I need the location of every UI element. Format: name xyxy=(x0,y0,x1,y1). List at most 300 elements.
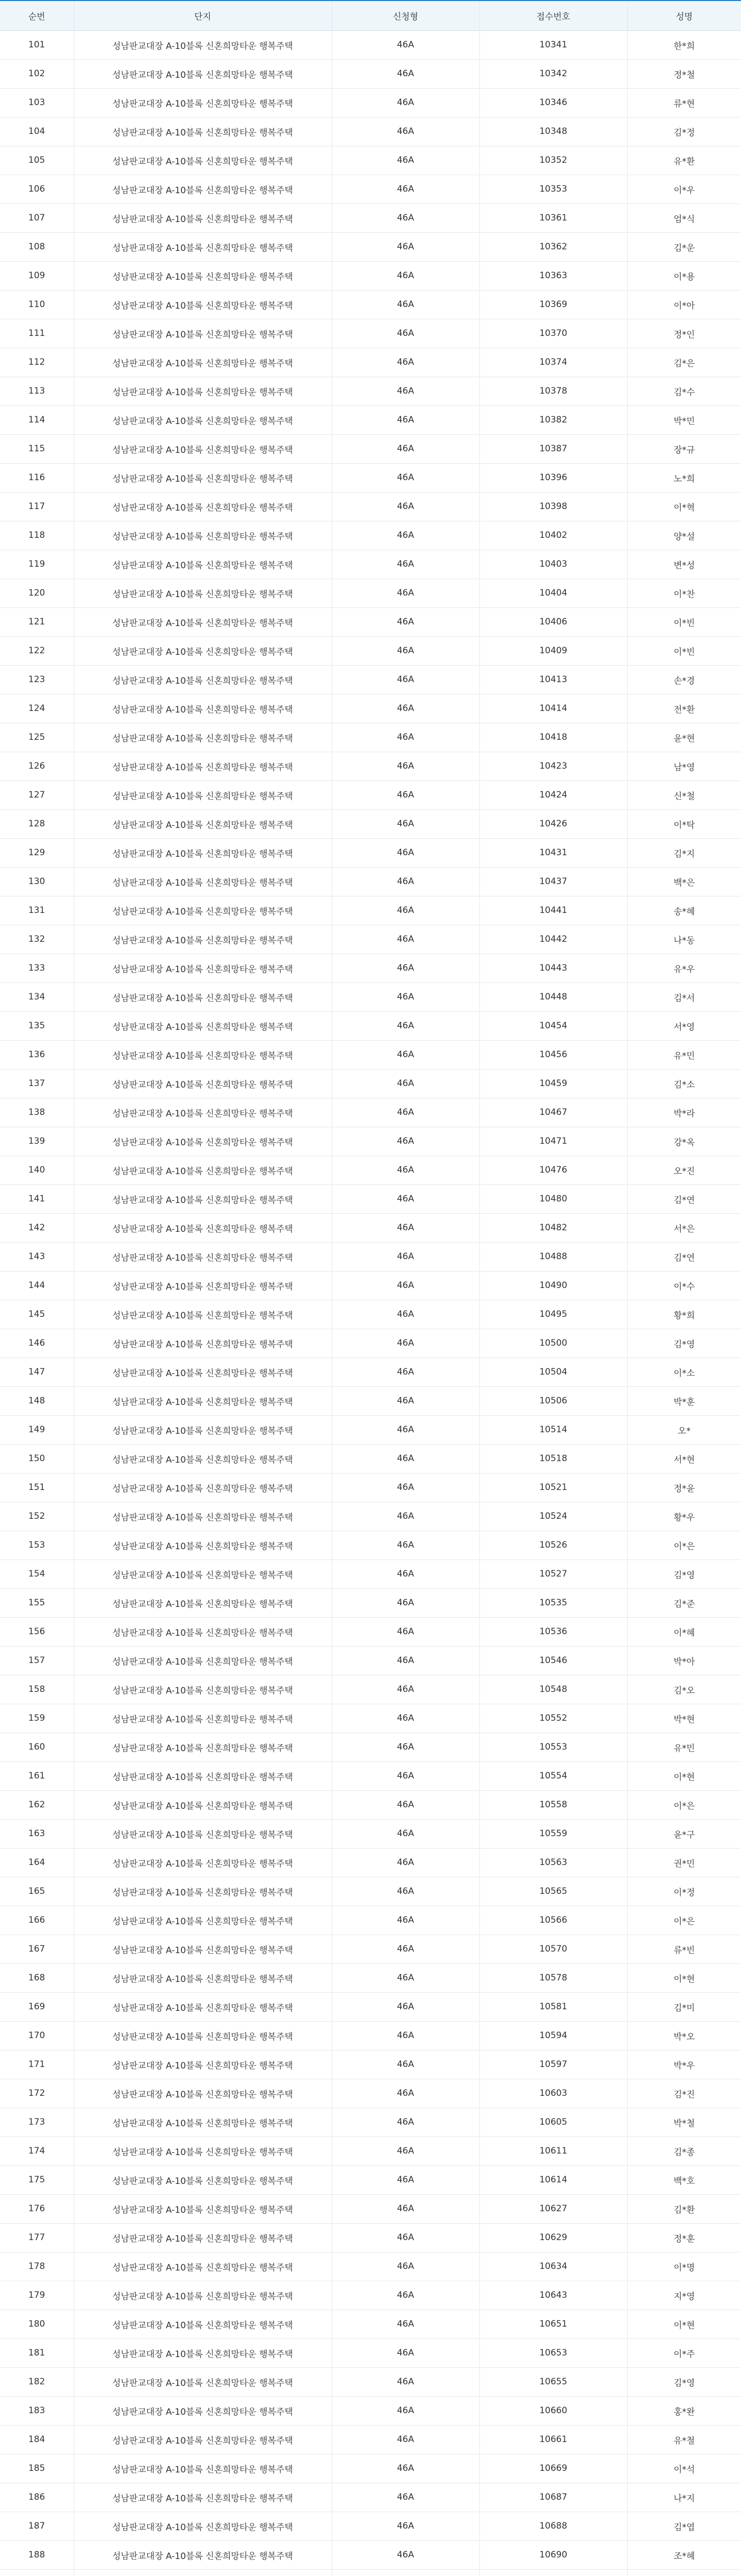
cell-seq: 177 xyxy=(0,2223,74,2252)
cell-type: 46A xyxy=(332,1790,479,1819)
cell-type: 46A xyxy=(332,2252,479,2281)
cell-receipt-no: 10594 xyxy=(479,2021,627,2050)
cell-name: 유*철 xyxy=(627,2425,741,2454)
cell-seq: 109 xyxy=(0,261,74,290)
cell-type: 46A xyxy=(332,550,479,579)
cell-receipt-no: 10353 xyxy=(479,175,627,204)
cell-type: 46A xyxy=(332,2165,479,2194)
cell-name: 이*혁 xyxy=(627,492,741,521)
table-row xyxy=(0,1502,741,1531)
cell-type: 46A xyxy=(332,838,479,867)
cell-receipt-no: 10495 xyxy=(479,1300,627,1329)
cell-receipt-no: 10454 xyxy=(479,1011,627,1040)
cell-complex: 성남판교대장 A-10블록 신혼희망타운 행복주택 xyxy=(74,1127,332,1156)
cell-seq: 123 xyxy=(0,665,74,694)
cell-name: 이*명 xyxy=(627,2252,741,2281)
cell-type: 46A xyxy=(332,290,479,319)
cell-name: 황*희 xyxy=(627,1300,741,1329)
cell-name: 이*용 xyxy=(627,261,741,290)
cell-complex: 성남판교대장 A-10블록 신혼희망타운 행복주택 xyxy=(74,2338,332,2367)
cell-complex: 성남판교대장 A-10블록 신혼희망타운 행복주택 xyxy=(74,1386,332,1415)
cell-complex: 성남판교대장 A-10블록 신혼희망타운 행복주택 xyxy=(74,434,332,463)
table-row xyxy=(0,1935,741,1963)
cell-complex: 성남판교대장 A-10블록 신혼희망타운 행복주택 xyxy=(74,463,332,492)
cell-receipt-no: 10471 xyxy=(479,1127,627,1156)
cell-name: 이*탁 xyxy=(627,809,741,838)
cell-complex: 성남판교대장 A-10블록 신혼희망타운 행복주택 xyxy=(74,550,332,579)
cell-type: 46A xyxy=(332,1040,479,1069)
cell-name: 강*옥 xyxy=(627,1127,741,1156)
table-row xyxy=(0,319,741,348)
cell-type: 46A xyxy=(332,2223,479,2252)
cell-complex: 성남판교대장 A-10블록 신혼희망타운 행복주택 xyxy=(74,88,332,117)
cell-receipt-no: 10396 xyxy=(479,463,627,492)
cell-complex: 성남판교대장 A-10블록 신혼희망타운 행복주택 xyxy=(74,521,332,550)
cell-type: 46A xyxy=(332,348,479,377)
cell-receipt-no: 10552 xyxy=(479,1704,627,1733)
table-row xyxy=(0,579,741,607)
cell-complex: 성남판교대장 A-10블록 신혼희망타운 행복주택 xyxy=(74,204,332,232)
cell-type: 46A xyxy=(332,1531,479,1560)
cell-receipt-no: 10437 xyxy=(479,867,627,896)
cell-receipt-no: 10651 xyxy=(479,2310,627,2338)
cell-seq: 151 xyxy=(0,1473,74,1502)
table-row xyxy=(0,2223,741,2252)
table-row xyxy=(0,463,741,492)
cell-name: 박*아 xyxy=(627,1646,741,1675)
cell-seq: 174 xyxy=(0,2137,74,2165)
cell-type xyxy=(332,2569,479,2576)
cell-name: 서*은 xyxy=(627,1213,741,1242)
table-row xyxy=(0,2310,741,2338)
cell-type: 46A xyxy=(332,694,479,723)
table-row xyxy=(0,434,741,463)
cell-type: 46A xyxy=(332,2050,479,2079)
table-row xyxy=(0,1819,741,1848)
cell-name: 이*우 xyxy=(627,175,741,204)
cell-seq: 104 xyxy=(0,117,74,146)
cell-complex: 성남판교대장 A-10블록 신혼희망타운 행복주택 xyxy=(74,1819,332,1848)
cell-seq: 127 xyxy=(0,781,74,809)
cell-receipt-no: 10398 xyxy=(479,492,627,521)
cell-type: 46A xyxy=(332,1358,479,1386)
cell-seq: 125 xyxy=(0,723,74,752)
cell-seq: 144 xyxy=(0,1271,74,1300)
cell-type: 46A xyxy=(332,925,479,954)
cell-type: 46A xyxy=(332,1271,479,1300)
cell-receipt-no: 10370 xyxy=(479,319,627,348)
cell-receipt-no: 10402 xyxy=(479,521,627,550)
cell-name: 서*현 xyxy=(627,1444,741,1473)
table-row xyxy=(0,1617,741,1646)
cell-receipt-no: 10526 xyxy=(479,1531,627,1560)
table-row xyxy=(0,2281,741,2310)
cell-type: 46A xyxy=(332,1069,479,1098)
cell-receipt-no: 10558 xyxy=(479,1790,627,1819)
column-header-name: 성명 xyxy=(627,1,741,30)
cell-seq: 169 xyxy=(0,1992,74,2021)
cell-type: 46A xyxy=(332,319,479,348)
cell-name: 김*지 xyxy=(627,838,741,867)
cell-name: 박*훈 xyxy=(627,1386,741,1415)
cell-receipt-no: 10690 xyxy=(479,2540,627,2569)
cell-type: 46A xyxy=(332,117,479,146)
cell-complex: 성남판교대장 A-10블록 신혼희망타운 행복주택 xyxy=(74,1184,332,1213)
cell-name: 이*수 xyxy=(627,1271,741,1300)
table-row xyxy=(0,2512,741,2540)
cell-seq: 171 xyxy=(0,2050,74,2079)
table-row xyxy=(0,867,741,896)
table-row xyxy=(0,1098,741,1127)
cell-receipt-no: 10423 xyxy=(479,752,627,781)
cell-complex: 성남판교대장 A-10블록 신혼희망타운 행복주택 xyxy=(74,1040,332,1069)
cell-name: 김*연 xyxy=(627,1242,741,1271)
cell-name: 류*빈 xyxy=(627,1935,741,1963)
cell-complex: 성남판교대장 A-10블록 신혼희망타운 행복주택 xyxy=(74,1502,332,1531)
cell-receipt-no: 10476 xyxy=(479,1156,627,1184)
cell-receipt-no: 10374 xyxy=(479,348,627,377)
cell-complex: 성남판교대장 A-10블록 신혼희망타운 행복주택 xyxy=(74,1213,332,1242)
cell-seq: 162 xyxy=(0,1790,74,1819)
cell-receipt-no: 10467 xyxy=(479,1098,627,1127)
cell-name: 이*현 xyxy=(627,1761,741,1790)
table-row xyxy=(0,2454,741,2483)
cell-seq: 148 xyxy=(0,1386,74,1415)
cell-complex: 성남판교대장 A-10블록 신혼희망타운 행복주택 xyxy=(74,607,332,636)
cell-complex: 성남판교대장 A-10블록 신혼희망타운 행복주택 xyxy=(74,1963,332,1992)
table-header-row xyxy=(0,1,741,30)
cell-type: 46A xyxy=(332,1675,479,1704)
cell-type: 46A xyxy=(332,175,479,204)
cell-name: 이*소 xyxy=(627,1358,741,1386)
cell-seq: 163 xyxy=(0,1819,74,1848)
cell-receipt-no: 10443 xyxy=(479,954,627,982)
table-row xyxy=(0,2137,741,2165)
cell-seq: 126 xyxy=(0,752,74,781)
cell-seq: 178 xyxy=(0,2252,74,2281)
cell-name: 박*라 xyxy=(627,1098,741,1127)
cell-receipt-no: 10660 xyxy=(479,2396,627,2425)
cell-type: 46A xyxy=(332,1963,479,1992)
cell-seq: 164 xyxy=(0,1848,74,1877)
cell-receipt-no: 10688 xyxy=(479,2512,627,2540)
cell-name: 이*현 xyxy=(627,2310,741,2338)
cell-type: 46A xyxy=(332,1415,479,1444)
table-row xyxy=(0,1646,741,1675)
cell-seq: 183 xyxy=(0,2396,74,2425)
table-row xyxy=(0,117,741,146)
cell-name: 남*영 xyxy=(627,752,741,781)
cell-seq: 180 xyxy=(0,2310,74,2338)
cell-type: 46A xyxy=(332,1386,479,1415)
cell-complex: 성남판교대장 A-10블록 신혼희망타운 행복주택 xyxy=(74,30,332,59)
cell-type: 46A xyxy=(332,2137,479,2165)
cell-seq: 146 xyxy=(0,1329,74,1358)
cell-complex: 성남판교대장 A-10블록 신혼희망타운 행복주택 xyxy=(74,1761,332,1790)
column-header-seq: 순번 xyxy=(0,1,74,30)
table-row xyxy=(0,1761,741,1790)
table-row xyxy=(0,1386,741,1415)
cell-complex: 성남판교대장 A-10블록 신혼희망타운 행복주택 xyxy=(74,2396,332,2425)
cell-seq: 161 xyxy=(0,1761,74,1790)
cell-name xyxy=(627,2569,741,2576)
cell-receipt-no: 10506 xyxy=(479,1386,627,1415)
cell-receipt-no: 10348 xyxy=(479,117,627,146)
cell-complex: 성남판교대장 A-10블록 신혼희망타운 행복주택 xyxy=(74,867,332,896)
table-row xyxy=(0,2396,741,2425)
cell-seq: 168 xyxy=(0,1963,74,1992)
table-row xyxy=(0,30,741,59)
cell-type: 46A xyxy=(332,405,479,434)
table-row xyxy=(0,1588,741,1617)
cell-type: 46A xyxy=(332,1213,479,1242)
cell-type: 46A xyxy=(332,867,479,896)
table-row xyxy=(0,1531,741,1560)
table-row xyxy=(0,1444,741,1473)
cell-name: 한*희 xyxy=(627,30,741,59)
cell-complex: 성남판교대장 A-10블록 신혼희망타운 행복주택 xyxy=(74,2512,332,2540)
cell-receipt-no: 10426 xyxy=(479,809,627,838)
cell-receipt-no: 10418 xyxy=(479,723,627,752)
table-row xyxy=(0,838,741,867)
cell-complex: 성남판교대장 A-10블록 신혼희망타운 행복주택 xyxy=(74,175,332,204)
cell-receipt-no: 10387 xyxy=(479,434,627,463)
table-row xyxy=(0,175,741,204)
cell-seq: 154 xyxy=(0,1560,74,1588)
cell-seq: 188 xyxy=(0,2540,74,2569)
table-row xyxy=(0,1011,741,1040)
cell-receipt-no: 10597 xyxy=(479,2050,627,2079)
cell-seq: 181 xyxy=(0,2338,74,2367)
cell-complex: 성남판교대장 A-10블록 신혼희망타운 행복주택 xyxy=(74,377,332,405)
table-row xyxy=(0,1156,741,1184)
cell-receipt-no: 10603 xyxy=(479,2079,627,2108)
cell-receipt-no: 10661 xyxy=(479,2425,627,2454)
table-row xyxy=(0,1790,741,1819)
cell-complex: 성남판교대장 A-10블록 신혼희망타운 행복주택 xyxy=(74,1877,332,1906)
cell-receipt-no: 10629 xyxy=(479,2223,627,2252)
cell-seq: 110 xyxy=(0,290,74,319)
cell-type: 46A xyxy=(332,463,479,492)
cell-receipt-no: 10527 xyxy=(479,1560,627,1588)
cell-receipt-no: 10521 xyxy=(479,1473,627,1502)
cell-name: 김*진 xyxy=(627,2079,741,2108)
table-row xyxy=(0,1271,741,1300)
cell-complex: 성남판교대장 A-10블록 신혼희망타운 행복주택 xyxy=(74,1675,332,1704)
cell-name: 엄*식 xyxy=(627,204,741,232)
cell-type: 46A xyxy=(332,896,479,925)
table-row xyxy=(0,954,741,982)
table-row xyxy=(0,348,741,377)
cell-seq: 120 xyxy=(0,579,74,607)
table-row xyxy=(0,261,741,290)
cell-name: 김*환 xyxy=(627,2194,741,2223)
cell-seq: 139 xyxy=(0,1127,74,1156)
cell-seq: 152 xyxy=(0,1502,74,1531)
cell-seq: 121 xyxy=(0,607,74,636)
cell-name: 이*은 xyxy=(627,1790,741,1819)
cell-name: 김*준 xyxy=(627,1588,741,1617)
cell-type: 46A xyxy=(332,665,479,694)
cell-complex: 성남판교대장 A-10블록 신혼희망타운 행복주택 xyxy=(74,1358,332,1386)
table-row xyxy=(0,982,741,1011)
cell-type: 46A xyxy=(332,2079,479,2108)
table-row xyxy=(0,1473,741,1502)
table-row xyxy=(0,59,741,88)
cell-name: 이*찬 xyxy=(627,579,741,607)
cell-receipt-no: 10490 xyxy=(479,1271,627,1300)
cell-receipt-no: 10382 xyxy=(479,405,627,434)
cell-seq: 134 xyxy=(0,982,74,1011)
cell-receipt-no: 10634 xyxy=(479,2252,627,2281)
cell-type: 46A xyxy=(332,2338,479,2367)
cell-receipt-no: 10456 xyxy=(479,1040,627,1069)
table-row xyxy=(0,1329,741,1358)
cell-seq: 122 xyxy=(0,636,74,665)
cell-receipt-no: 10559 xyxy=(479,1819,627,1848)
cell-complex: 성남판교대장 A-10블록 신혼희망타운 행복주택 xyxy=(74,1271,332,1300)
cell-name: 신*철 xyxy=(627,781,741,809)
cell-type: 46A xyxy=(332,1098,479,1127)
cell-receipt-no: 10687 xyxy=(479,2483,627,2512)
cell-seq: 116 xyxy=(0,463,74,492)
cell-type: 46A xyxy=(332,781,479,809)
cell-complex: 성남판교대장 A-10블록 신혼희망타운 행복주택 xyxy=(74,146,332,175)
cell-name: 이*주 xyxy=(627,2338,741,2367)
cell-name: 윤*현 xyxy=(627,723,741,752)
cell-seq: 157 xyxy=(0,1646,74,1675)
cell-name: 류*현 xyxy=(627,88,741,117)
cell-type: 46A xyxy=(332,2108,479,2137)
cell-name: 노*희 xyxy=(627,463,741,492)
cell-complex: 성남판교대장 A-10블록 신혼희망타운 행복주택 xyxy=(74,636,332,665)
cell-complex: 성남판교대장 A-10블록 신혼희망타운 행복주택 xyxy=(74,2281,332,2310)
cell-complex: 성남판교대장 A-10블록 신혼희망타운 행복주택 xyxy=(74,925,332,954)
cell-type: 46A xyxy=(332,1877,479,1906)
cell-name: 김*영 xyxy=(627,1560,741,1588)
cell-seq: 119 xyxy=(0,550,74,579)
table-row xyxy=(0,2079,741,2108)
table-row xyxy=(0,1358,741,1386)
cell-seq: 185 xyxy=(0,2454,74,2483)
cell-name: 홍*완 xyxy=(627,2396,741,2425)
table-body xyxy=(0,30,741,2576)
cell-complex: 성남판교대장 A-10블록 신혼희망타운 행복주택 xyxy=(74,492,332,521)
table-row xyxy=(0,1560,741,1588)
cell-type: 46A xyxy=(332,2512,479,2540)
cell-seq: 143 xyxy=(0,1242,74,1271)
cell-type: 46A xyxy=(332,954,479,982)
table-row xyxy=(0,2194,741,2223)
cell-receipt-no: 10369 xyxy=(479,290,627,319)
cell-complex: 성남판교대장 A-10블록 신혼희망타운 행복주택 xyxy=(74,2021,332,2050)
cell-receipt-no xyxy=(479,2569,627,2576)
cell-name: 이*은 xyxy=(627,1906,741,1935)
cell-seq: 166 xyxy=(0,1906,74,1935)
cell-complex: 성남판교대장 A-10블록 신혼희망타운 행복주택 xyxy=(74,261,332,290)
cell-type: 46A xyxy=(332,1704,479,1733)
cell-seq: 137 xyxy=(0,1069,74,1098)
cell-seq: 136 xyxy=(0,1040,74,1069)
cell-complex: 성남판교대장 A-10블록 신혼희망타운 행복주택 xyxy=(74,982,332,1011)
cell-seq: 128 xyxy=(0,809,74,838)
cell-complex: 성남판교대장 A-10블록 신혼희망타운 행복주택 xyxy=(74,1733,332,1761)
cell-complex: 성남판교대장 A-10블록 신혼희망타운 행복주택 xyxy=(74,1646,332,1675)
table-row xyxy=(0,2338,741,2367)
cell-complex: 성남판교대장 A-10블록 신혼희망타운 행복주택 xyxy=(74,1848,332,1877)
cell-name: 이*혜 xyxy=(627,1617,741,1646)
cell-type: 46A xyxy=(332,752,479,781)
cell-complex: 성남판교대장 A-10블록 신혼희망타운 행복주택 xyxy=(74,781,332,809)
table-row xyxy=(0,2050,741,2079)
cell-complex: 성남판교대장 A-10블록 신혼희망타운 행복주택 xyxy=(74,405,332,434)
table-row xyxy=(0,809,741,838)
cell-type: 46A xyxy=(332,723,479,752)
cell-seq: 170 xyxy=(0,2021,74,2050)
cell-receipt-no: 10570 xyxy=(479,1935,627,1963)
table-row xyxy=(0,665,741,694)
cell-complex: 성남판교대장 A-10블록 신혼희망타운 행복주택 xyxy=(74,1069,332,1098)
cell-receipt-no: 10614 xyxy=(479,2165,627,2194)
cell-type: 46A xyxy=(332,2194,479,2223)
cell-seq: 172 xyxy=(0,2079,74,2108)
table-row xyxy=(0,492,741,521)
cell-name: 김*오 xyxy=(627,1675,741,1704)
table-row xyxy=(0,1127,741,1156)
cell-name: 유*환 xyxy=(627,146,741,175)
cell-type: 46A xyxy=(332,1502,479,1531)
table-row xyxy=(0,377,741,405)
cell-receipt-no: 10403 xyxy=(479,550,627,579)
cell-receipt-no: 10352 xyxy=(479,146,627,175)
cell-seq: 147 xyxy=(0,1358,74,1386)
cell-type: 46A xyxy=(332,1588,479,1617)
cell-complex: 성남판교대장 A-10블록 신혼희망타운 행복주택 xyxy=(74,2483,332,2512)
cell-seq: 124 xyxy=(0,694,74,723)
cell-type: 46A xyxy=(332,492,479,521)
table-row xyxy=(0,636,741,665)
cell-type: 46A xyxy=(332,1646,479,1675)
cell-name: 이*아 xyxy=(627,290,741,319)
cell-type: 46A xyxy=(332,88,479,117)
cell-receipt-no: 10361 xyxy=(479,204,627,232)
cell-name: 정*인 xyxy=(627,319,741,348)
cell-receipt-no: 10605 xyxy=(479,2108,627,2137)
cell-receipt-no: 10566 xyxy=(479,1906,627,1935)
cell-type: 46A xyxy=(332,636,479,665)
table-row xyxy=(0,204,741,232)
cell-type: 46A xyxy=(332,1242,479,1271)
cell-seq: 133 xyxy=(0,954,74,982)
table-row xyxy=(0,752,741,781)
cell-name: 이*현 xyxy=(627,1963,741,1992)
cell-type: 46A xyxy=(332,146,479,175)
cell-receipt-no: 10480 xyxy=(479,1184,627,1213)
cell-seq: 117 xyxy=(0,492,74,521)
cell-receipt-no: 10413 xyxy=(479,665,627,694)
cell-complex: 성남판교대장 A-10블록 신혼희망타운 행복주택 xyxy=(74,2425,332,2454)
cell-seq: 160 xyxy=(0,1733,74,1761)
cell-complex: 성남판교대장 A-10블록 신혼희망타운 행복주택 xyxy=(74,2454,332,2483)
table-row xyxy=(0,2483,741,2512)
cell-name: 김*정 xyxy=(627,117,741,146)
cell-receipt-no: 10643 xyxy=(479,2281,627,2310)
cell-complex: 성남판교대장 A-10블록 신혼희망타운 행복주택 xyxy=(74,1935,332,1963)
cell-complex: 성남판교대장 A-10블록 신혼희망타운 행복주택 xyxy=(74,2252,332,2281)
cell-type: 46A xyxy=(332,2021,479,2050)
cell-complex: 성남판교대장 A-10블록 신혼희망타운 행복주택 xyxy=(74,2310,332,2338)
table-row xyxy=(0,1704,741,1733)
